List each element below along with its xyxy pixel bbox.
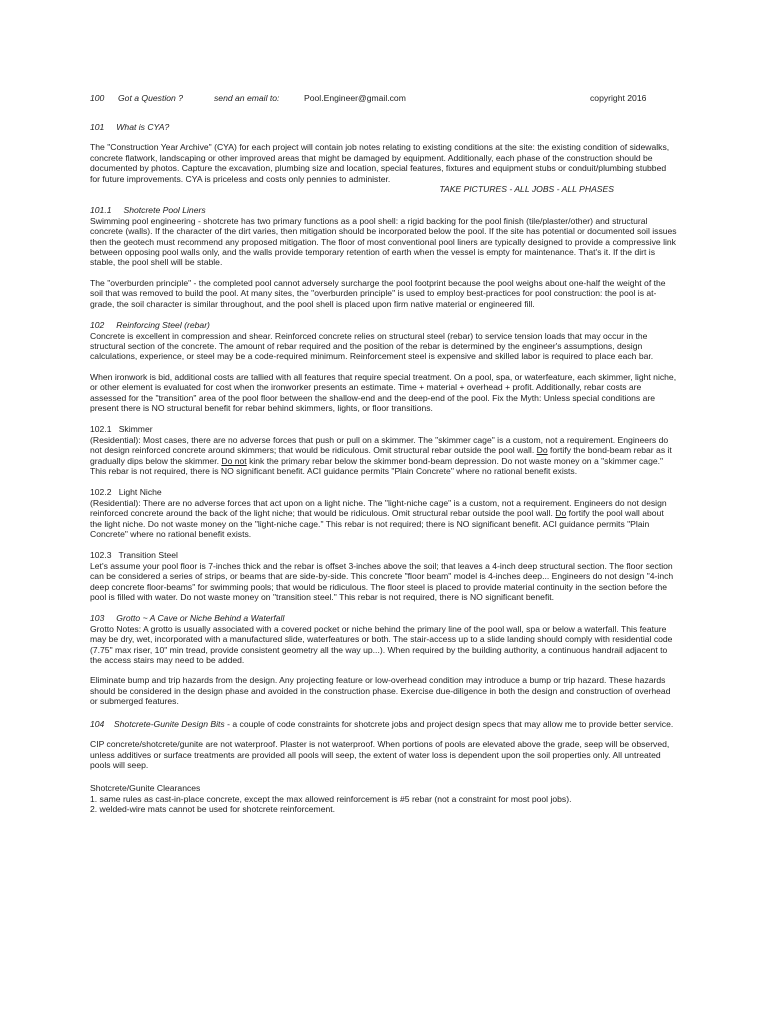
header-number: 100 [90,93,105,103]
section-101-body: The "Construction Year Archive" (CYA) for each project will contain job notes relating to existing conditions at the site: the existing condition of sidewalks, concrete flatwork, landscaping or other improved areas that might be damaged by equipment. Additionally, each phase of the construction should be documented by photos. Capture the excavation, plumbing size and location, special features, fixtures and equipment stubs or conduit/plumbing stubbed for future improvements. CYA is priceless and costs only pennies to administer. [90,142,670,184]
section-title: Shotcrete-Gunite Design Bits [113,718,225,729]
section-heading-101 [90,122,678,132]
section-number: 103 [90,613,105,624]
section-number: 101.1 [90,205,112,216]
section-heading-102-1 [90,424,678,434]
header-email: Pool.Engineer@gmail.com [304,93,406,103]
header-copyright: copyright 2016 [590,93,647,103]
section-103-para-1: Grotto Notes: A grotto is usually associated with a covered pocket or niche behind the primary line of the pool wall, spa or below a waterfall. This feature may be dry, wet, incorporated with a manufactured slide, waterfeatures or both. The stair-access up to a slide landing should comply with residential code (7.75" max riser, 10" min tread, provide consistent geometry all the way up...). When required by the building authority, a continuous handrail adjacent to the access stairs may need to be added. [90,623,673,666]
section-101-1-para-1: Swimming pool engineering - shotcrete has two primary functions as a pool shell: a rigid backing for the pool finish (tile/plaster/other) and structural concrete (walls). If the character of the dirt varies, then mitigation should be incorporated below the pool. If the site has potential or documented soil issues then the geotech must recommend any proposed mitigation. The floor of most conventional pool liners are typically designed to provide a compressive link between opposing pool walls only, and the walls provide temporary retention of earth when the vessel is empty for maintenance. That's it. If the dirt is stable, the pool shell will be stable. [90,215,677,268]
section-heading-101-1 [90,205,678,215]
section-102-1-body: (Residential): Most cases, there are no adverse forces that push or pull on a skimmer. The "skimmer cage" is a custom, not a requirement. Engineers do not design reinforced concrete around skimmers; that would be ridiculous. Omit structural rebar outside the pool wall. Do fortify the bond-beam rebar as it gradually dips below the skimmer. Do not kink the primary rebar below the skimmer bond-beam depression. Do not waste money on a "skimmer cage." This rebar is not required, there is NO significant benefit. ACI guidance permits "Plain Concrete" where no rational benefit exists. [90,434,672,476]
section-102-para-2: When ironwork is bid, additional costs are tallied with all features that require special treatment. On a pool, spa, or waterfeature, each skimmer, light niche, or other element is evaluated for cost when the ironworker presents an estimate. Time + material + overhead + profit. Additionally, rebar costs are assessed for the "transition" area of the pool floor between the shallow-end and the deep-end of the pool. Fix the Myth: Unless special conditions are present there is NO structural benefit for rebar behind skimmers, lights, or floor transitions. [90,371,677,413]
section-102-3-body: Let's assume your pool floor is 7-inches thick and the rebar is offset 3-inches above the soil; that leaves a 4-inch deep structural section. The floor section can be considered a series of strips, or beams that are side-by-side. This concrete "floor beam" model is 4-inches deep... Engineers do not design "4-inch deep concrete floor-beams" for swimming pools; that would be ridiculous. The floor steel is placed to provide material continuity in the section before the pool is filled with water. Do not waste money on "transition steel." This rebar is not required, there is NO significant benefit. [90,560,674,603]
list-item: 1. same rules as cast-in-place concrete, except the max allowed reinforcement is #5 rebar (not a constraint for most pool jobs). [90,793,572,804]
list-item: 2. welded-wire mats cannot be used for shotcrete reinforcement. [90,804,336,815]
section-number: 104 [90,718,105,729]
section-heading-102 [90,320,678,330]
section-number: 102.1 [90,424,112,435]
section-102-para-1: Concrete is excellent in compression and shear. Reinforced concrete relies on structural steel (rebar) to service tension loads that may occur in the structural section of the concrete. The amount of rebar required and the position of the rebar is determined by the engineer's assumptions, design calculations, experience, or steel may be a code-required minimum. Reinforcement steel is expensive and skilled labor is required to place each bar. [90,330,654,362]
document-page [90,93,678,815]
section-title: Shotcrete Pool Liners [123,205,206,216]
section-103-para-2: Eliminate bump and trip hazards from the design. Any projecting feature or low-overhead condition may introduce a bump or trip hazard. These hazards should be considered in the design phase and avoided in the construction phase. Exercise due-diligence in both the design and construction of overhead or submerged features. [90,675,671,707]
section-title: Reinforcing Steel (rebar) [116,320,210,331]
section-title: Skimmer [118,424,153,435]
page-header [90,93,678,105]
take-pictures-note: TAKE PICTURES - ALL JOBS - ALL PHASES [439,184,614,195]
section-104-intro: 104 Shotcrete-Gunite Design Bits - a couple of code constraints for shotcrete jobs and project design specs that may allow me to provide better service. [90,718,674,729]
section-title: Light Niche [118,487,162,498]
header-question: Got a Question ? [118,93,183,103]
section-102-2-body: (Residential): There are no adverse forces that act upon on a light niche. The "light-niche cage" is a custom, not a requirement. Engineers do not design reinforced concrete around the back of the light niche; that would be ridiculous. Omit structural rebar outside the pool wall. Do fortify the pool wall about the light niche. Do not waste money on the "light-niche cage." This rebar is not required; there is NO significant benefit. ACI guidance permits "Plain Concrete" where no rational benefit exists. [90,497,667,539]
section-number: 102 [90,320,105,331]
section-title: Transition Steel [118,550,178,561]
section-101-1-para-2: The "overburden principle" - the completed pool cannot adversely surcharge the pool footprint because the pool weighs about one-half the weight of the soil that was removed to build the pool. At many sites, the "overburden principle" is used to employ best-practices for pool construction: the pool is at-grade, the soil character is similar throughout, and the pool shell is placed upon firm native material or engineered fill. [90,277,666,309]
section-number: 102.3 [90,550,112,561]
section-104-para-1: CIP concrete/shotcrete/gunite are not waterproof. Plaster is not waterproof. When portions of pools are elevated above the grade, seep will be observed, unless additives or surface treatments are provided all pools will seep, the extent of water loss is dependent upon the soil properties only. All untreated pools will seep. [90,739,670,770]
section-heading-102-3 [90,550,678,560]
section-title: Grotto ~ A Cave or Niche Behind a Waterfall [116,613,285,624]
section-number: 102.2 [90,487,112,498]
section-number: 101 [90,122,105,132]
clearances-subheading: Shotcrete/Gunite Clearances [90,783,201,794]
header-send-label: send an email to: [214,93,280,103]
section-heading-102-2 [90,487,678,497]
section-heading-103 [90,613,678,623]
section-title: What is CYA? [116,122,170,132]
